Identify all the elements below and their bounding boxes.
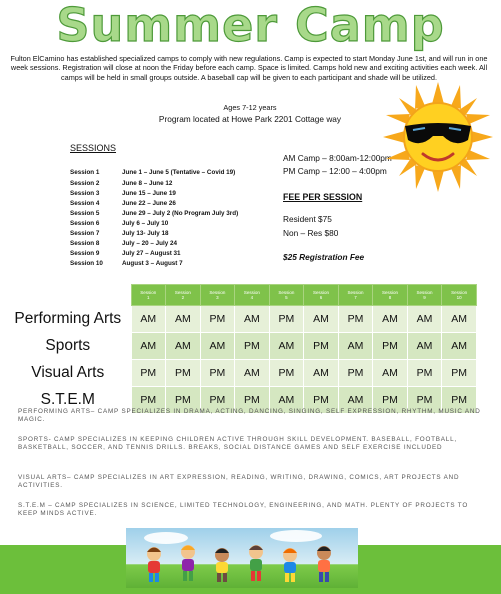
schedule-cell: PM [304, 387, 339, 414]
session-name: Session 3 [70, 190, 100, 197]
schedule-cell: PM [338, 306, 373, 333]
schedule-cell: AM [338, 387, 373, 414]
session-row [70, 210, 238, 217]
session-row [70, 230, 169, 237]
category-label: S.T.E.M [40, 391, 95, 408]
session-name: Session 5 [70, 210, 100, 217]
schedule-cell: PM [200, 387, 235, 414]
session-name: Session 10 [70, 260, 103, 267]
session-row [70, 240, 177, 247]
session-row [70, 169, 235, 176]
schedule-cell: PM [166, 360, 201, 387]
visual-arts-description: VISUAL ARTS– CAMP SPECIALIZES IN ART EXPRESSION, READING, WRITING, DRAWING, COMICS, ART PROJECTS AND ACTIVITIES. [18, 474, 460, 489]
session-row [70, 190, 176, 197]
fee-resident: Resident $75 [283, 214, 332, 224]
schedule-cell: PM [304, 333, 339, 360]
grid-corner [5, 285, 131, 306]
session-header: Session 2 [166, 285, 201, 306]
session-header: Session 9 [407, 285, 442, 306]
stem-description: S.T.E.M – CAMP SPECIALIZES IN SCIENCE, LIMITED TECHNOLOGY, ENGINEERING, AND MATH. PLENTY OF PROJECTS TO KEEP MINDS ACTIVE. [18, 502, 469, 517]
schedule-cell: AM [200, 333, 235, 360]
session-dates: June 15 – June 19 [122, 190, 176, 197]
schedule-cell: PM [131, 387, 166, 414]
category-label: Visual Arts [31, 364, 105, 381]
session-row [70, 180, 172, 187]
schedule-cell: PM [373, 333, 408, 360]
registration-fee: $25 Registration Fee [283, 252, 365, 262]
schedule-cell: PM [269, 360, 304, 387]
schedule-cell: AM [131, 306, 166, 333]
schedule-cell: PM [131, 360, 166, 387]
session-name: Session 1 [70, 169, 100, 176]
session-row [70, 200, 176, 207]
page-title: Summer Camp [56, 0, 445, 52]
pm-camp-hours: PM Camp – 12:00 – 4:00pm [283, 166, 387, 176]
category-label: Performing Arts [14, 310, 122, 327]
schedule-cell: AM [373, 360, 408, 387]
schedule-cell: PM [338, 360, 373, 387]
schedule-cell: AM [338, 333, 373, 360]
session-header: Session 8 [373, 285, 408, 306]
session-name: Session 6 [70, 220, 100, 227]
intro-paragraph: Fulton ElCamino has established specialized camps to comply with new regulations. Camp is expected to start Monday June 1st, and will run in one week sessions. Registration will close at noon the Friday before each camp. Space is limited. Camps hold new and exciting activities each week. All camps will be held in small groups outside. A baseball cap will be given to each participant and shade will be utilized. [10, 54, 488, 82]
session-dates: June 1 – June 5 (Tentative – Covid 19) [122, 169, 236, 176]
schedule-cell: AM [131, 333, 166, 360]
schedule-cell: PM [442, 387, 477, 414]
session-name: Session 4 [70, 200, 100, 207]
schedule-cell: AM [166, 306, 201, 333]
session-header: Session 3 [200, 285, 235, 306]
schedule-cell: AM [269, 387, 304, 414]
schedule-row [5, 306, 477, 333]
schedule-cell: PM [200, 360, 235, 387]
schedule-cell: AM [407, 333, 442, 360]
session-row [70, 250, 181, 257]
schedule-cell: AM [166, 333, 201, 360]
schedule-cell: PM [407, 387, 442, 414]
sun-sunglasses-icon [383, 82, 493, 192]
performing-arts-description: PERFORMING ARTS– CAMP SPECIALIZES IN DRAMA, ACTING, DANCING, SINGING, SELF EXPRESSION, RHYTHM, MUSIC AND MAGIC. [18, 408, 481, 423]
schedule-cell: AM [304, 360, 339, 387]
session-header: Session 7 [338, 285, 373, 306]
session-header: Session 10 [442, 285, 477, 306]
session-header: Session 4 [235, 285, 270, 306]
schedule-cell: AM [235, 306, 270, 333]
session-header: Session 5 [269, 285, 304, 306]
session-name: Session 9 [70, 250, 100, 257]
sports-description: SPORTS- CAMP SPECIALIZES IN KEEPING CHILDREN ACTIVE THROUGH SKILL DEVELOPMENT. BASEBALL, FOOTBALL, BASKETBALL, SOCCER, AND TENNIS DRILLS. BREAKS, SOCIAL DISTANCE GAMES AND SELF EXERCISE INCLUDED [18, 436, 457, 451]
category-label: Sports [45, 337, 91, 354]
session-dates: July 27 – August 31 [122, 250, 181, 257]
schedule-cell: PM [200, 306, 235, 333]
schedule-cell: PM [235, 387, 270, 414]
schedule-row [5, 360, 477, 387]
session-header: Session 1 [131, 285, 166, 306]
am-camp-hours: AM Camp – 8:00am-12:00pm [283, 153, 392, 163]
session-header: Session 6 [304, 285, 339, 306]
schedule-cell: PM [235, 333, 270, 360]
program-location: Program located at Howe Park 2201 Cottage way [158, 114, 342, 124]
session-dates: August 3 – August 7 [122, 260, 183, 267]
schedule-cell: AM [373, 306, 408, 333]
schedule-grid [5, 284, 477, 408]
session-dates: June 29 – July 2 (No Program July 3rd) [122, 210, 239, 217]
schedule-cell: AM [407, 306, 442, 333]
fee-heading: FEE PER SESSION [283, 192, 363, 202]
schedule-cell: AM [442, 306, 477, 333]
schedule-cell: PM [269, 306, 304, 333]
running-kids-illustration [126, 528, 358, 588]
session-dates: June 22 – June 26 [122, 200, 176, 207]
schedule-cell: PM [373, 387, 408, 414]
schedule-row [5, 333, 477, 360]
schedule-cell: PM [442, 360, 477, 387]
session-dates: July 13- July 18 [122, 230, 169, 237]
schedule-cell: AM [304, 306, 339, 333]
session-dates: July – 20 – July 24 [122, 240, 177, 247]
fee-nonresident: Non – Res $80 [283, 228, 339, 238]
schedule-cell: AM [235, 360, 270, 387]
sessions-heading: SESSIONS [70, 143, 117, 153]
age-range: Ages 7-12 years [223, 103, 277, 112]
session-name: Session 8 [70, 240, 100, 247]
schedule-cell: PM [166, 387, 201, 414]
session-name: Session 7 [70, 230, 100, 237]
schedule-cell: PM [407, 360, 442, 387]
session-dates: June 8 – June 12 [122, 180, 173, 187]
schedule-cell: AM [269, 333, 304, 360]
session-dates: July 6 – July 10 [122, 220, 169, 227]
session-row [70, 260, 183, 267]
session-row [70, 220, 168, 227]
session-name: Session 2 [70, 180, 100, 187]
schedule-cell: AM [442, 333, 477, 360]
